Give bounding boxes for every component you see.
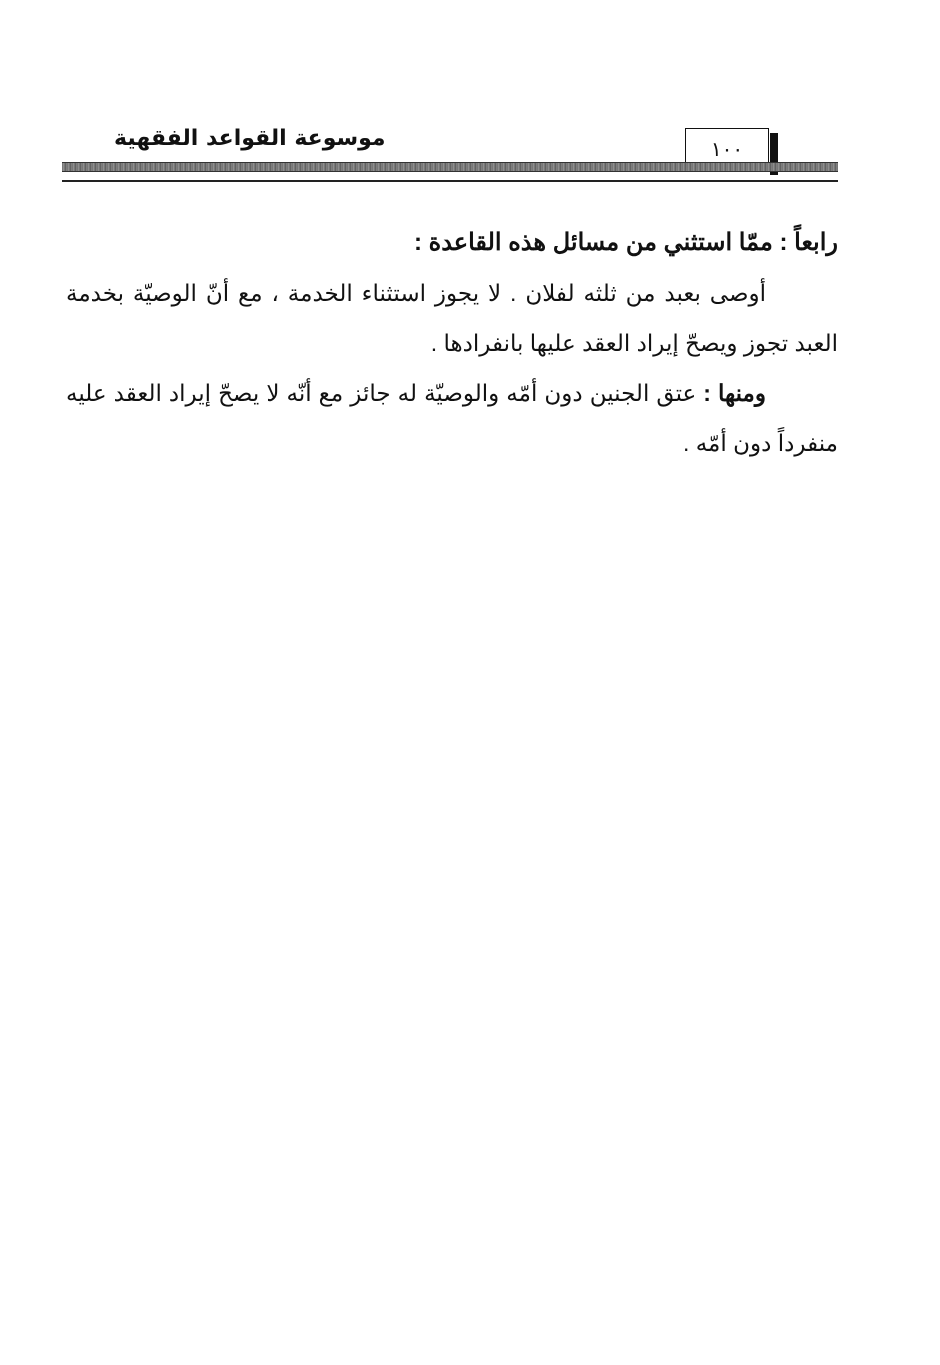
- paragraph-2-lead: ومنها :: [703, 380, 766, 406]
- header-rule-line: [62, 180, 838, 182]
- header-rule-band: [62, 162, 838, 172]
- page-body: [66, 218, 838, 468]
- paragraph-2-text: عتق الجنين دون أمّه والوصيّة له جائز مع أنّه لا يصحّ إيراد العقد عليه منفرداً دون أمّه .: [66, 380, 838, 456]
- page-header: [62, 118, 838, 188]
- page-number: ١٠٠: [710, 137, 744, 161]
- section-heading: رابعاً : ممّا استثني من مسائل هذه القاعدة :: [413, 229, 838, 256]
- paragraph-2: [66, 368, 838, 468]
- book-title: موسوعة القواعد الفقهية: [114, 126, 386, 151]
- paragraph-1: أوصى بعبد من ثلثه لفلان . لا يجوز استثناء الخدمة ، مع أنّ الوصيّة بخدمة العبد تجوز ويصحّ إيراد العقد عليها بانفرادها .: [66, 280, 838, 356]
